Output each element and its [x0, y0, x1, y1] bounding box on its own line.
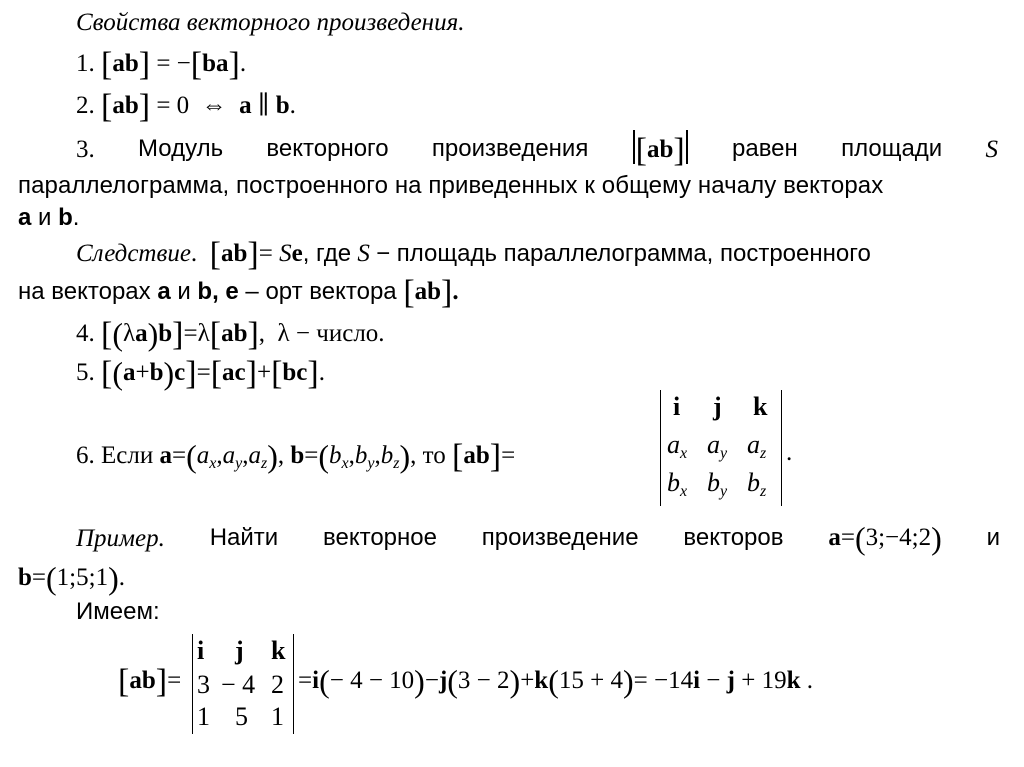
example-line-2: b=(1;5;1). [18, 560, 125, 596]
corollary-line-1: Следствие. [ab]= Se, где S − площадь параллелограмма, построенного [76, 236, 871, 273]
property-5: 5. [(a+b)c]=[ac]+[bc]. [76, 355, 325, 392]
property-2: 2. [ab] = 0 ⇔ a ∥ b. [76, 88, 296, 125]
property-3-line-3: a и b. [18, 204, 80, 231]
determinant-general: i j k $a_x$ $a_y$ $a_z$ $b_x$ $b_y$ $b_z$ [660, 390, 782, 506]
determinant-general-period: . [786, 439, 793, 466]
corollary-line-2: на векторах a и b, e – орт вектора [ab]. [18, 274, 459, 311]
have-label: Имеем: [76, 598, 160, 625]
property-1: 1. [ab] = −[ba]. [76, 46, 247, 83]
final-lhs: [ab]= [118, 663, 182, 700]
example-line-1: Пример. Найти векторное произведение векторов a=(3;−4;2) и [76, 520, 1000, 556]
property-4: 4. [(λa)b]=λ[ab], λ − число. [76, 316, 385, 353]
property-6: 6. Если $a=(a_x,a_y,a_z)$, $b=(b_x,b_y,b_z)$, то [ab]= [76, 438, 516, 475]
title: Свойства векторного произведения. [76, 9, 465, 36]
determinant-numeric: i j k 3 − 4 2 1 5 1 [192, 634, 294, 734]
property-3-line-1: 3. Модуль векторного произведения [ab] равен площади S [76, 132, 998, 169]
property-3-line-2: параллелограмма, построенного на приведенных к общему началу векторах [18, 172, 884, 199]
final-rhs: =i(− 4 − 10)−j(3 − 2)+k(15 + 4)= −14i − j + 19k . [298, 663, 813, 699]
